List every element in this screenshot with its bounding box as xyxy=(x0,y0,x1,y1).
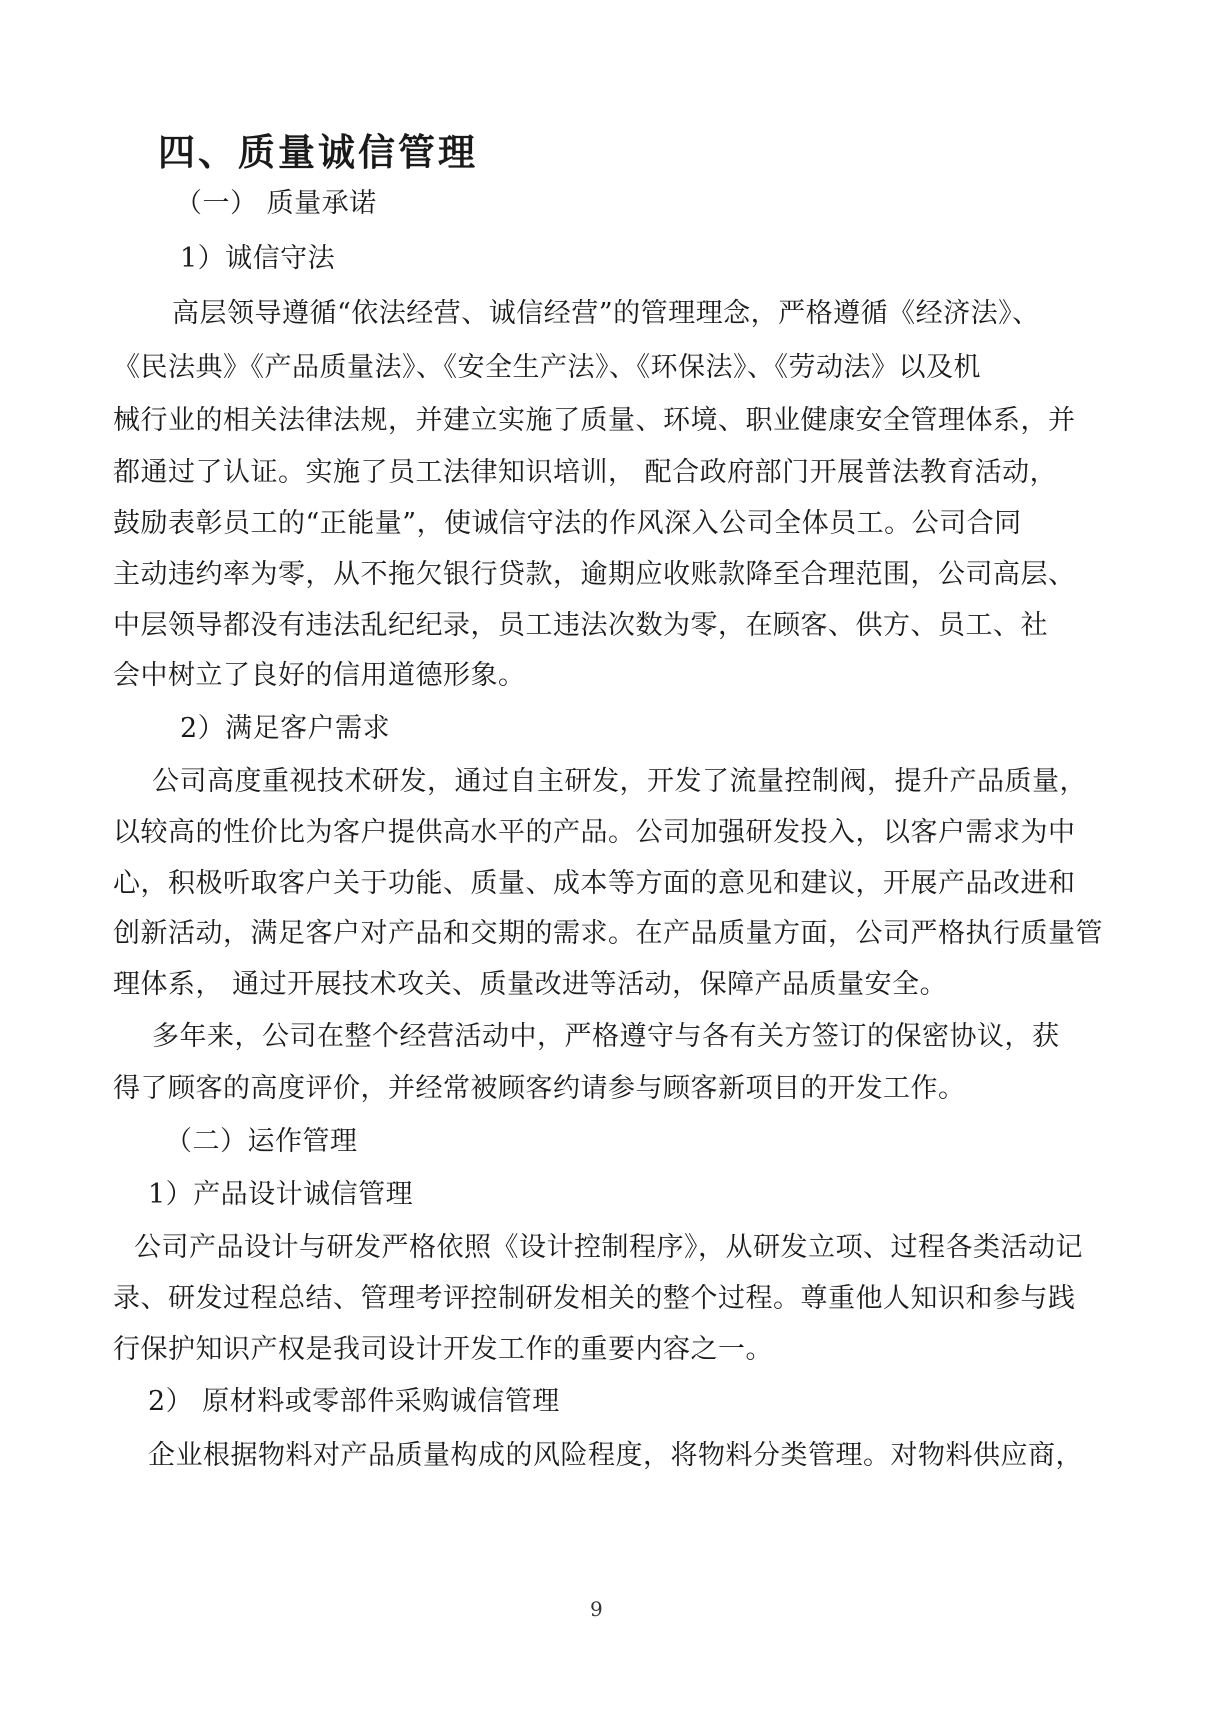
item-heading-2-1: 1）产品设计诚信管理 xyxy=(148,1179,414,1210)
paragraph-line: 多年来，公司在整个经营活动中，严格遵守与各有关方签订的保密协议，获 xyxy=(152,1021,1060,1052)
paragraph-line: 鼓励表彰员工的“正能量”，使诚信守法的作风深入公司全体员工。公司合同 xyxy=(113,508,1022,539)
item-heading-1-2: 2）满足客户需求 xyxy=(180,713,391,744)
subsection-heading-2: （二）运作管理 xyxy=(165,1126,358,1157)
paragraph-line: 中层领导都没有违法乱纪纪录，员工违法次数为零，在顾客、供方、员工、社 xyxy=(113,610,1048,641)
paragraph-line: 心，积极听取客户关于功能、质量、成本等方面的意见和建议，开展产品改进和 xyxy=(113,868,1076,899)
item-heading-1-1: 1）诚信守法 xyxy=(180,243,336,274)
paragraph-line: 公司高度重视技术研发，通过自主研发，开发了流量控制阀，提升产品质量， xyxy=(152,766,1087,797)
paragraph-line: 都通过了认证。实施了员工法律知识培训， 配合政府部门开展普法教育活动， xyxy=(113,457,1058,488)
paragraph-line: 以较高的性价比为客户提供高水平的产品。公司加强研发投入，以客户需求为中 xyxy=(113,817,1076,848)
paragraph-line: 得了顾客的高度评价，并经常被顾客约请参与顾客新项目的开发工作。 xyxy=(113,1073,966,1104)
paragraph-line: 创新活动，满足客户对产品和交期的需求。在产品质量方面，公司严格执行质量管 xyxy=(113,918,1103,949)
paragraph-line: 会中树立了良好的信用道德形象。 xyxy=(113,660,526,691)
item-heading-2-2: 2） 原材料或零部件采购诚信管理 xyxy=(148,1386,560,1417)
paragraph-line: 械行业的相关法律法规，并建立实施了质量、环境、职业健康安全管理体系，并 xyxy=(113,405,1076,436)
paragraph-line: 录、研发过程总结、管理考评控制研发相关的整个过程。尊重他人知识和参与践 xyxy=(113,1283,1076,1314)
section-title: 四、质量诚信管理 xyxy=(158,130,478,174)
page-number: 9 xyxy=(590,1597,603,1621)
paragraph-line: 《民法典》《产品质量法》、《安全生产法》、《环保法》、《劳动法》以及机 xyxy=(113,352,981,383)
paragraph-line: 理体系， 通过开展技术攻关、质量改进等活动，保障产品质量安全。 xyxy=(113,969,948,1000)
paragraph-line: 企业根据物料对产品质量构成的风险程度，将物料分类管理。对物料供应商， xyxy=(148,1440,1083,1471)
paragraph-line: 公司产品设计与研发严格依照《设计控制程序》，从研发立项、过程各类活动记 xyxy=(134,1232,1083,1263)
paragraph-line: 主动违约率为零，从不拖欠银行贷款，逾期应收账款降至合理范围，公司高层、 xyxy=(113,559,1076,590)
paragraph-line: 行保护知识产权是我司设计开发工作的重要内容之一。 xyxy=(113,1334,773,1365)
subsection-heading-1: （一） 质量承诺 xyxy=(175,188,377,219)
paragraph-line: 高层领导遵循“依法经营、诚信经营”的管理理念，严格遵循《经济法》、 xyxy=(172,298,1040,329)
